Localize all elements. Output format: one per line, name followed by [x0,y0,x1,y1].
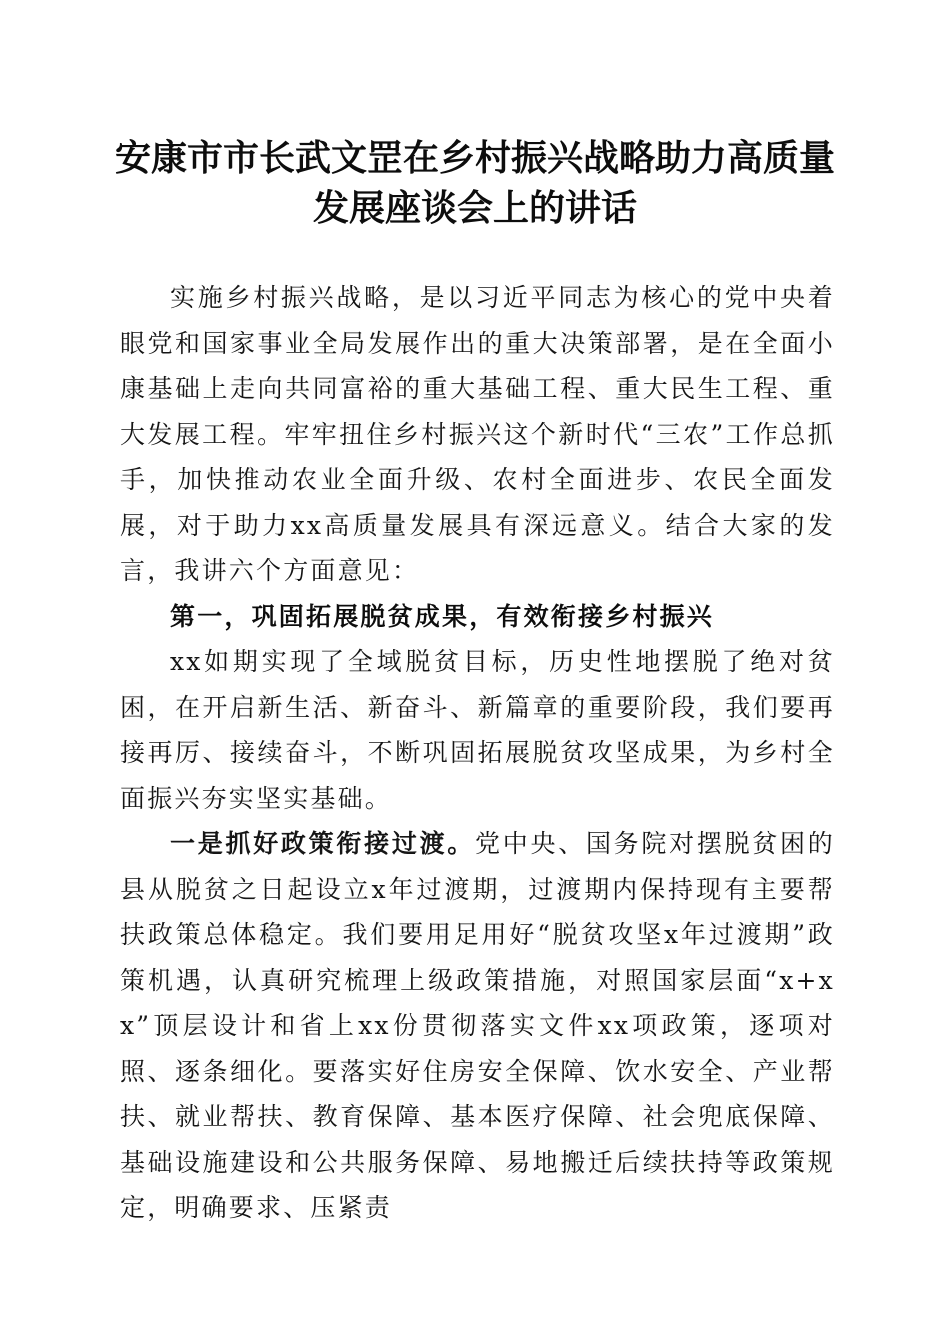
point-1-paragraph [120,821,835,1231]
point-1-text: 党中央、国务院对摆脱贫困的县从脱贫之日起设立x年过渡期，过渡期内保持现有主要帮扶政策总体稳定。我们要用足用好“脱贫攻坚x年过渡期”政策机遇，认真研究梳理上级政策措施，对照国家层面“x+xx”顶层设计和省上xx份贯彻落实文件xx项政策，逐项对照、逐条细化。要落实好住房安全保障、饮水安全、产业帮扶、就业帮扶、教育保障、基本医疗保障、社会兜底保障、基础设施建设和公共服务保障、易地搬迁后续扶持等政策规定，明确要求、压紧责 [120,829,835,1222]
title-line-2: 发展座谈会上的讲话 [312,187,637,229]
point-1-lead: 一是抓好政策衔接过渡。 [170,829,476,858]
document-body [120,275,835,1231]
section-1-paragraph: xx如期实现了全域脱贫目标，历史性地摆脱了绝对贫困，在开启新生活、新奋斗、新篇章的重要阶段，我们要再接再厉、接续奋斗，不断巩固拓展脱贫攻坚成果，为乡村全面振兴夯实坚实基础。 [120,647,835,813]
document-title [90,133,860,233]
intro-paragraph: 实施乡村振兴战略，是以习近平同志为核心的党中央着眼党和国家事业全局发展作出的重大决策部署，是在全面小康基础上走向共同富裕的重大基础工程、重大民生工程、重大发展工程。牢牢扭住乡村振兴这个新时代“三农”工作总抓手，加快推动农业全面升级、农村全面进步、农民全面发展，对于助力xx高质量发展具有深远意义。结合大家的发言，我讲六个方面意见： [120,283,835,585]
title-line-1: 安康市市长武文罡在乡村振兴战略助力高质量 [114,137,835,179]
section-1-heading: 第一，巩固拓展脱贫成果，有效衔接乡村振兴 [170,601,715,631]
